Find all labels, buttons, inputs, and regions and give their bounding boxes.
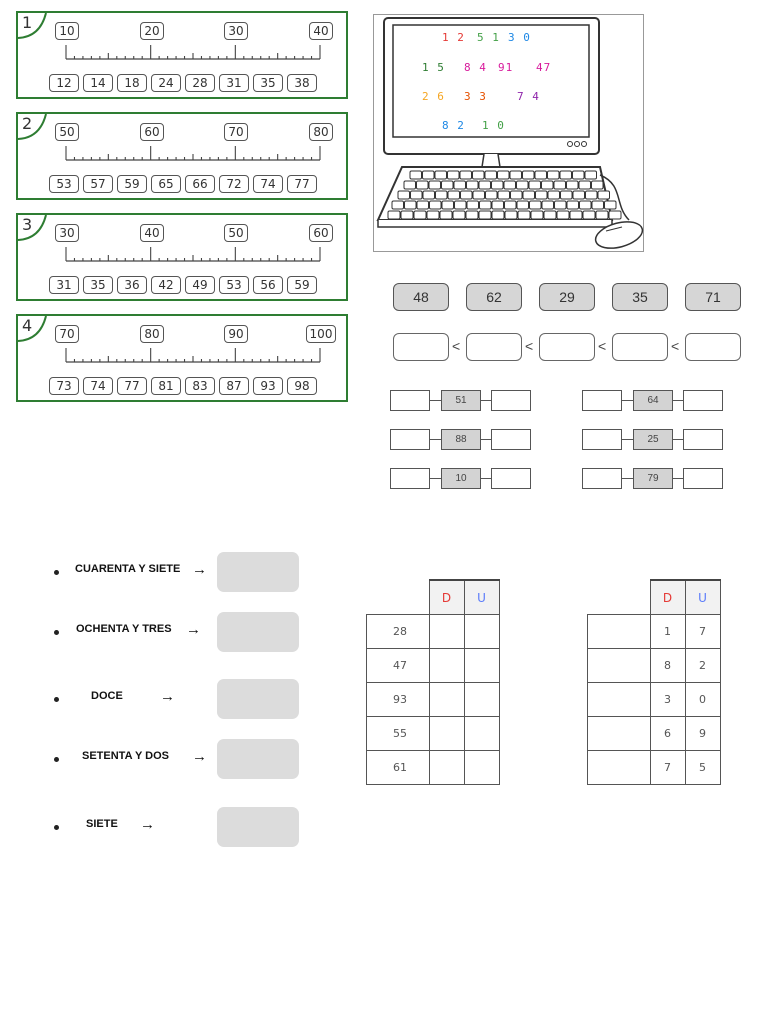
number-word: SETENTA Y DOS xyxy=(82,750,170,762)
bullet xyxy=(54,630,59,635)
bullet xyxy=(54,825,59,830)
number-chip[interactable]: 72 xyxy=(219,175,249,193)
number-cell: 61 xyxy=(367,751,430,785)
number-chip[interactable]: 28 xyxy=(185,74,215,92)
next-number-box[interactable] xyxy=(683,429,723,450)
number-chip[interactable]: 59 xyxy=(117,175,147,193)
table-row xyxy=(367,751,500,785)
tick-label: 80 xyxy=(309,123,333,141)
table-row xyxy=(367,649,500,683)
exercise-number: 1 xyxy=(22,13,33,32)
tens-cell: 7 xyxy=(650,751,685,785)
computer-drawing xyxy=(374,15,645,253)
order-answer-box[interactable] xyxy=(539,333,595,361)
number-chip[interactable]: 93 xyxy=(253,377,283,395)
given-number: 79 xyxy=(633,468,673,489)
screen-number: 3 3 xyxy=(464,90,487,103)
number-chip[interactable]: 98 xyxy=(287,377,317,395)
number-word: CUARENTA Y SIETE xyxy=(75,563,181,575)
tick-label: 70 xyxy=(55,325,79,343)
table-row xyxy=(588,649,721,683)
number-chip[interactable]: 73 xyxy=(49,377,79,395)
table-row xyxy=(588,615,721,649)
less-than-symbol: < xyxy=(525,338,534,354)
table-row xyxy=(588,683,721,717)
number-chip[interactable]: 53 xyxy=(49,175,79,193)
connector xyxy=(430,400,441,401)
units-cell[interactable] xyxy=(464,683,499,717)
bullet xyxy=(54,697,59,702)
number-chip[interactable]: 87 xyxy=(219,377,249,395)
tens-cell: 1 xyxy=(650,615,685,649)
computer-illustration xyxy=(373,14,644,252)
number-word: OCHENTA Y TRES xyxy=(76,623,172,635)
tick-label: 30 xyxy=(224,22,248,40)
units-cell[interactable] xyxy=(464,649,499,683)
exercise-number: 2 xyxy=(22,114,33,133)
screen-number: 8 4 xyxy=(464,61,487,74)
connector xyxy=(481,400,491,401)
tick-label: 10 xyxy=(55,22,79,40)
given-number: 10 xyxy=(441,468,481,489)
connector xyxy=(673,478,683,479)
table-row xyxy=(588,751,721,785)
next-number-box[interactable] xyxy=(683,390,723,411)
number-chip[interactable]: 56 xyxy=(253,276,283,294)
answer-box[interactable] xyxy=(217,612,299,652)
screen-number: 7 4 xyxy=(517,90,540,103)
number-chip[interactable]: 36 xyxy=(117,276,147,294)
order-answer-box[interactable] xyxy=(393,333,449,361)
number-chip[interactable]: 38 xyxy=(287,74,317,92)
given-number: 64 xyxy=(633,390,673,411)
units-cell[interactable] xyxy=(464,717,499,751)
tens-cell: 8 xyxy=(650,649,685,683)
table-row xyxy=(367,717,500,751)
number-line-box xyxy=(16,213,348,301)
number-cell[interactable] xyxy=(588,649,651,683)
units-header: U xyxy=(464,580,499,615)
tens-cell: 6 xyxy=(650,717,685,751)
order-number-card: 62 xyxy=(466,283,522,311)
number-line-box xyxy=(16,112,348,200)
number-chip[interactable]: 31 xyxy=(219,74,249,92)
units-cell: 0 xyxy=(685,683,720,717)
answer-box[interactable] xyxy=(217,552,299,592)
header-blank xyxy=(588,580,651,615)
number-chip[interactable]: 31 xyxy=(49,276,79,294)
connector xyxy=(430,439,441,440)
tick-label: 60 xyxy=(309,224,333,242)
answer-box[interactable] xyxy=(217,679,299,719)
screen-number: 1 0 xyxy=(482,119,505,132)
tens-cell[interactable] xyxy=(429,751,464,785)
tick-label: 50 xyxy=(55,123,79,141)
units-header: U xyxy=(685,580,720,615)
units-cell: 5 xyxy=(685,751,720,785)
tick-label: 90 xyxy=(224,325,248,343)
order-number-card: 48 xyxy=(393,283,449,311)
number-chip[interactable]: 77 xyxy=(117,377,147,395)
previous-number-box[interactable] xyxy=(390,468,430,489)
number-cell[interactable] xyxy=(588,615,651,649)
order-answer-box[interactable] xyxy=(612,333,668,361)
number-cell: 93 xyxy=(367,683,430,717)
tens-units-table-left xyxy=(366,579,500,785)
connector xyxy=(430,478,441,479)
screen-number: 91 xyxy=(498,61,514,74)
next-number-box[interactable] xyxy=(683,468,723,489)
bullet xyxy=(54,570,59,575)
less-than-symbol: < xyxy=(598,338,607,354)
exercise-number: 3 xyxy=(22,215,33,234)
connector xyxy=(481,478,491,479)
tens-header: D xyxy=(650,580,685,615)
number-chip[interactable]: 24 xyxy=(151,74,181,92)
number-line-box xyxy=(16,314,348,402)
connector xyxy=(622,478,633,479)
tick-label: 40 xyxy=(140,224,164,242)
tens-cell[interactable] xyxy=(429,683,464,717)
arrow-icon: → xyxy=(192,748,207,765)
next-number-box[interactable] xyxy=(491,429,531,450)
tick-label: 40 xyxy=(309,22,333,40)
number-chip[interactable]: 81 xyxy=(151,377,181,395)
number-cell: 55 xyxy=(367,717,430,751)
exercise-number: 4 xyxy=(22,316,33,335)
arrow-icon: → xyxy=(186,621,201,638)
units-cell: 2 xyxy=(685,649,720,683)
tens-cell[interactable] xyxy=(429,717,464,751)
units-cell[interactable] xyxy=(464,615,499,649)
number-chip[interactable]: 83 xyxy=(185,377,215,395)
number-chip[interactable]: 59 xyxy=(287,276,317,294)
tick-label: 80 xyxy=(140,325,164,343)
screen-number: 3 0 xyxy=(508,31,531,44)
tick-label: 100 xyxy=(306,325,336,343)
connector xyxy=(622,439,633,440)
less-than-symbol: < xyxy=(452,338,461,354)
screen-number: 47 xyxy=(536,61,552,74)
number-cell[interactable] xyxy=(588,683,651,717)
given-number: 88 xyxy=(441,429,481,450)
tick-label: 30 xyxy=(55,224,79,242)
number-chip[interactable]: 65 xyxy=(151,175,181,193)
tens-cell: 3 xyxy=(650,683,685,717)
screen-number: 8 2 xyxy=(442,119,465,132)
table-header xyxy=(588,580,721,615)
next-number-box[interactable] xyxy=(491,468,531,489)
number-chip[interactable]: 12 xyxy=(49,74,79,92)
number-chip[interactable]: 74 xyxy=(253,175,283,193)
connector xyxy=(673,439,683,440)
number-chip[interactable]: 18 xyxy=(117,74,147,92)
tick-label: 50 xyxy=(224,224,248,242)
tens-cell[interactable] xyxy=(429,649,464,683)
previous-number-box[interactable] xyxy=(582,468,622,489)
number-chip[interactable]: 66 xyxy=(185,175,215,193)
number-chip[interactable]: 74 xyxy=(83,377,113,395)
order-answer-box[interactable] xyxy=(466,333,522,361)
units-cell: 9 xyxy=(685,717,720,751)
number-chip[interactable]: 53 xyxy=(219,276,249,294)
screen-number: 1 5 xyxy=(422,61,445,74)
tens-header: D xyxy=(429,580,464,615)
number-chip[interactable]: 57 xyxy=(83,175,113,193)
tens-units-table-right xyxy=(587,579,721,785)
order-answer-box[interactable] xyxy=(685,333,741,361)
number-cell: 47 xyxy=(367,649,430,683)
screen-number: 2 6 xyxy=(422,90,445,103)
number-cell[interactable] xyxy=(588,751,651,785)
answer-box[interactable] xyxy=(217,739,299,779)
number-word: DOCE xyxy=(91,690,123,702)
tens-cell[interactable] xyxy=(429,615,464,649)
previous-number-box[interactable] xyxy=(390,390,430,411)
table-row xyxy=(588,717,721,751)
previous-number-box[interactable] xyxy=(390,429,430,450)
table-row xyxy=(367,615,500,649)
tick-label: 60 xyxy=(140,123,164,141)
number-chip[interactable]: 14 xyxy=(83,74,113,92)
answer-box[interactable] xyxy=(217,807,299,847)
previous-number-box[interactable] xyxy=(582,390,622,411)
arrow-icon: → xyxy=(160,688,175,705)
connector xyxy=(481,439,491,440)
header-blank xyxy=(367,580,430,615)
tick-label: 70 xyxy=(224,123,248,141)
screen-number: 5 1 xyxy=(477,31,500,44)
order-number-card: 71 xyxy=(685,283,741,311)
screen-number: 1 2 xyxy=(442,31,465,44)
order-number-card: 35 xyxy=(612,283,668,311)
number-cell: 28 xyxy=(367,615,430,649)
number-cell[interactable] xyxy=(588,717,651,751)
connector xyxy=(673,400,683,401)
order-number-card: 29 xyxy=(539,283,595,311)
units-cell[interactable] xyxy=(464,751,499,785)
units-cell: 7 xyxy=(685,615,720,649)
connector xyxy=(622,400,633,401)
number-word: SIETE xyxy=(86,818,118,830)
previous-number-box[interactable] xyxy=(582,429,622,450)
number-line-box xyxy=(16,11,348,99)
number-chip[interactable]: 35 xyxy=(253,74,283,92)
number-chip[interactable]: 77 xyxy=(287,175,317,193)
table-header xyxy=(367,580,500,615)
number-chip[interactable]: 49 xyxy=(185,276,215,294)
arrow-icon: → xyxy=(192,561,207,578)
less-than-symbol: < xyxy=(671,338,680,354)
given-number: 25 xyxy=(633,429,673,450)
number-chip[interactable]: 42 xyxy=(151,276,181,294)
number-chip[interactable]: 35 xyxy=(83,276,113,294)
given-number: 51 xyxy=(441,390,481,411)
arrow-icon: → xyxy=(140,816,155,833)
next-number-box[interactable] xyxy=(491,390,531,411)
tick-label: 20 xyxy=(140,22,164,40)
bullet xyxy=(54,757,59,762)
table-row xyxy=(367,683,500,717)
